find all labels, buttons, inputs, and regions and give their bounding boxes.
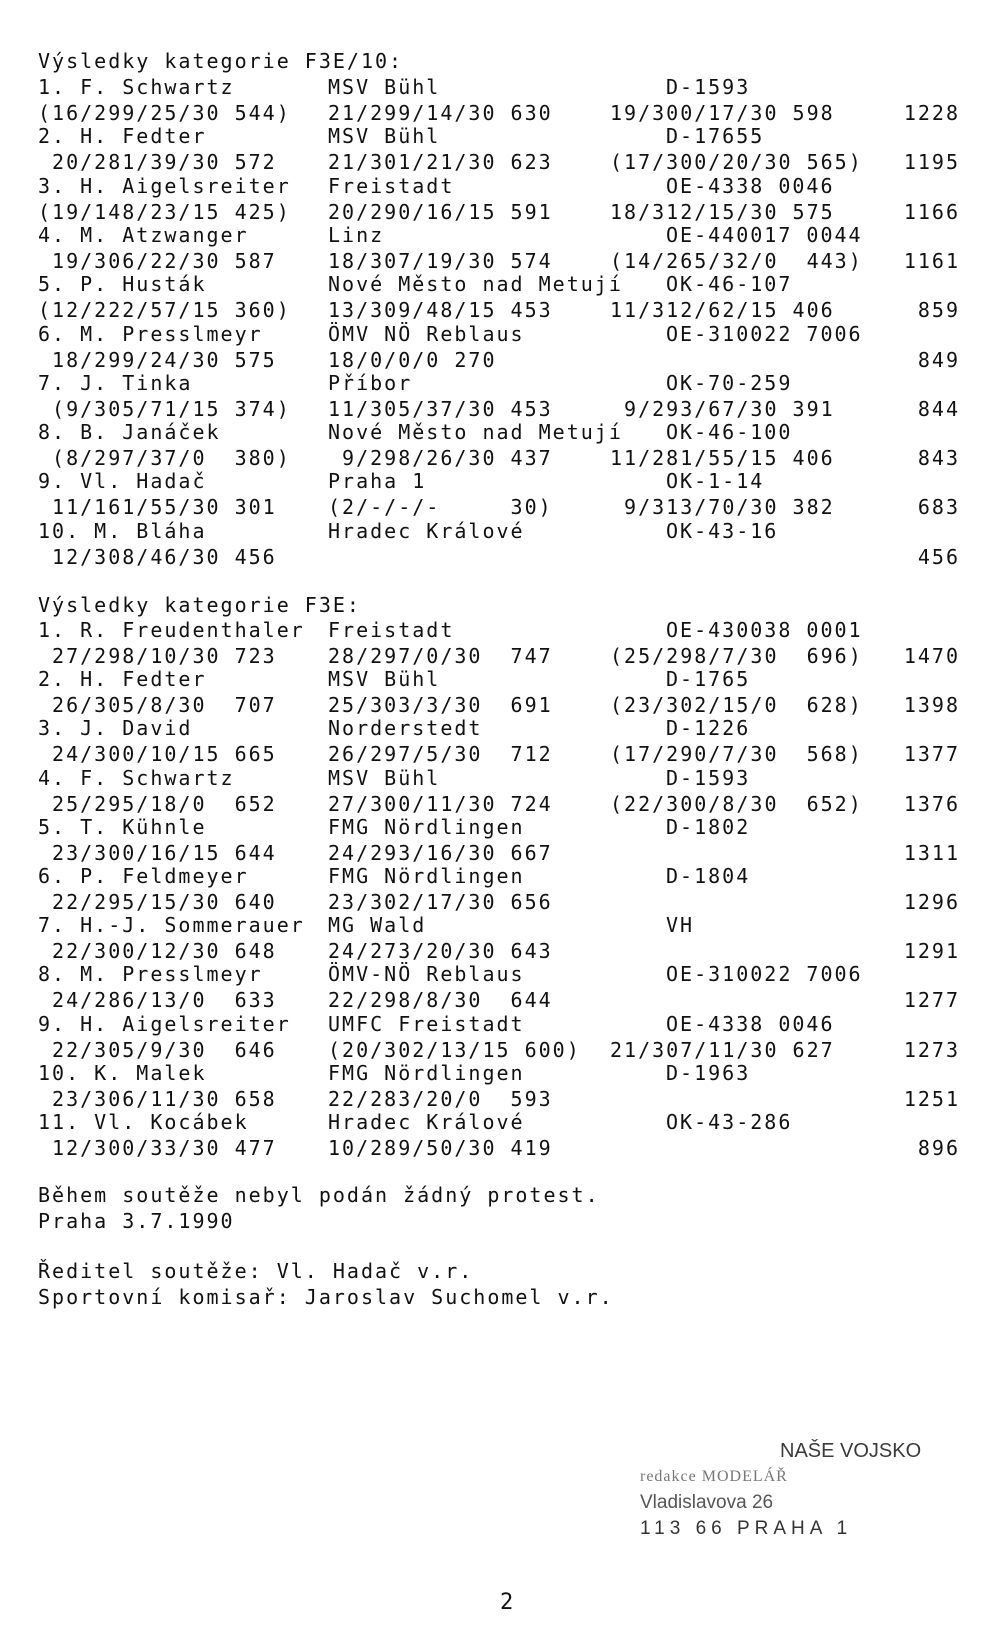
result-entry: [0, 1060, 1000, 1112]
flight-3-score: 21/307/11/30 627: [610, 1037, 835, 1062]
flight-3-score: 18/312/15/30 575: [610, 199, 835, 224]
result-entry: [0, 173, 1000, 225]
flight-1-score: 24/286/13/0 633: [38, 988, 277, 1013]
flight-3-score: (17/290/7/30 568): [610, 742, 863, 767]
competitor-name: 2. H. Fedter: [38, 667, 207, 692]
license-number: OK-1-14: [666, 469, 765, 494]
total-score: 1398: [903, 693, 960, 718]
competitor-name: 1. F. Schwartz: [38, 75, 235, 99]
flight-2-score: 26/297/5/30 712: [328, 742, 553, 767]
flight-3-score: 9/313/70/30 382: [610, 495, 835, 520]
flight-1-score: 12/300/33/30 477: [38, 1136, 277, 1160]
sport-commissioner: Sportovní komisař: Jaroslav Suchomel v.r.: [38, 1285, 614, 1309]
competitor-name: 11. Vl. Kocábek: [38, 1110, 249, 1134]
flight-1-score: 22/295/15/30 640: [38, 890, 277, 914]
competitor-name: 10. K. Malek: [38, 1060, 207, 1085]
competitor-name: 3. H. Aigelsreiter: [38, 173, 291, 198]
total-score: 1296: [903, 890, 960, 914]
flight-1-score: 18/299/24/30 575: [38, 347, 277, 372]
editorial-stamp: [640, 1440, 930, 1560]
flight-3-score: 9/293/67/30 391: [610, 396, 835, 421]
flight-2-score: 13/309/48/15 453: [328, 298, 553, 323]
competitor-name: 4. M. Atzwanger: [38, 222, 249, 247]
club-name: ÖMV NÖ Reblaus: [328, 321, 525, 346]
stamp-line-2: redakce MODELÁŘ: [640, 1468, 788, 1485]
result-entry: [0, 468, 1000, 520]
result-entry: [0, 715, 1000, 767]
result-entry: [0, 961, 1000, 1013]
total-score: 844: [917, 396, 960, 421]
license-number: D-1963: [666, 1060, 751, 1085]
club-name: MSV Bühl: [328, 667, 441, 692]
total-score: 843: [917, 446, 960, 471]
stamp-line-4: 113 66 PRAHA 1: [640, 1518, 853, 1539]
page-number: 2: [500, 1590, 514, 1615]
flight-1-score: 12/308/46/30 456: [38, 544, 277, 569]
flight-1-score: 19/306/22/30 587: [38, 248, 277, 273]
competitor-name: 4. F. Schwartz: [38, 765, 235, 790]
license-number: D-1804: [666, 864, 751, 888]
license-number: D-1593: [666, 765, 751, 790]
competitor-name: 1. R. Freudenthaler: [38, 618, 305, 642]
club-name: MSV Bühl: [328, 765, 441, 790]
flight-1-score: (16/299/25/30 544): [38, 101, 291, 125]
total-score: 1273: [903, 1037, 960, 1062]
competitor-name: 5. T. Kühnle: [38, 814, 207, 839]
club-name: Praha 1: [328, 469, 427, 494]
stamp-line-3: Vladislavova 26: [640, 1492, 774, 1513]
flight-3-score: 11/312/62/15 406: [610, 298, 835, 323]
flight-2-score: 23/302/17/30 656: [328, 890, 553, 914]
flight-2-score: 24/293/16/30 667: [328, 840, 553, 865]
license-number: OK-43-16: [666, 518, 779, 543]
club-name: Příbor: [328, 370, 413, 395]
total-score: 1311: [903, 840, 960, 865]
flight-2-score: (2/-/-/- 30): [328, 495, 553, 520]
flight-2-score: 21/301/21/30 623: [328, 150, 553, 175]
club-name: Freistadt: [328, 173, 455, 198]
result-entry: [0, 765, 1000, 817]
flight-1-score: 11/161/55/30 301: [38, 495, 277, 520]
flight-1-score: 22/300/12/30 648: [38, 939, 277, 964]
result-entry: [0, 271, 1000, 323]
flight-2-score: 28/297/0/30 747: [328, 644, 553, 668]
total-score: 683: [917, 495, 960, 520]
license-number: D-1765: [666, 667, 751, 692]
flight-2-score: 20/290/16/15 591: [328, 199, 553, 224]
flight-2-score: 22/283/20/0 593: [328, 1086, 553, 1111]
flight-1-score: (9/305/71/15 374): [38, 396, 291, 421]
club-name: FMG Nördlingen: [328, 864, 525, 888]
result-entry: [0, 518, 1000, 570]
total-score: 1277: [903, 988, 960, 1013]
flight-2-score: 27/300/11/30 724: [328, 791, 553, 816]
contest-director: Ředitel soutěže: Vl. Hadač v.r.: [38, 1259, 474, 1283]
total-score: 1166: [903, 199, 960, 224]
competitor-name: 3. J. David: [38, 716, 193, 741]
club-name: ÖMV-NÖ Reblaus: [328, 962, 525, 987]
total-score: 849: [917, 347, 960, 372]
total-score: 1195: [903, 150, 960, 175]
club-name: Freistadt: [328, 618, 455, 642]
license-number: OE-4338 0046: [666, 173, 835, 198]
result-entry: [0, 814, 1000, 866]
club-name: Nové Město nad Metují: [328, 272, 623, 297]
license-number: D-1593: [666, 75, 751, 99]
flight-2-score: 18/307/19/30 574: [328, 248, 553, 273]
flight-3-score: (22/300/8/30 652): [610, 791, 863, 816]
flight-1-score: (12/222/57/15 360): [38, 298, 291, 323]
flight-1-score: 23/306/11/30 658: [38, 1086, 277, 1111]
flight-2-score: (20/302/13/15 600): [328, 1037, 581, 1062]
flight-3-score: (17/300/20/30 565): [610, 150, 863, 175]
license-number: VH: [666, 913, 695, 938]
license-number: OE-440017 0044: [666, 222, 863, 247]
license-number: OK-70-259: [666, 370, 793, 395]
flight-1-score: 20/281/39/30 572: [38, 150, 277, 175]
license-number: OE-310022 7006: [666, 962, 863, 987]
club-name: MG Wald: [328, 913, 427, 938]
result-entry: [0, 419, 1000, 471]
result-entry: [0, 1011, 1000, 1063]
result-entry: [0, 912, 1000, 964]
competitor-name: 10. M. Bláha: [38, 518, 207, 543]
competitor-name: 7. H.-J. Sommerauer: [38, 913, 305, 938]
total-score: 1228: [903, 101, 960, 125]
license-number: OK-43-286: [666, 1110, 793, 1134]
total-score: 1377: [903, 742, 960, 767]
club-name: FMG Nördlingen: [328, 814, 525, 839]
club-name: Hradec Králové: [328, 1110, 525, 1134]
license-number: OE-4338 0046: [666, 1011, 835, 1036]
club-name: MSV Bühl: [328, 124, 441, 149]
club-name: Norderstedt: [328, 716, 483, 741]
flight-1-score: (19/148/23/15 425): [38, 199, 291, 224]
flight-3-score: 11/281/55/15 406: [610, 446, 835, 471]
competitor-name: 9. Vl. Hadač: [38, 469, 207, 494]
result-entry: [0, 1109, 1000, 1161]
flight-2-score: 22/298/8/30 644: [328, 988, 553, 1013]
flight-1-score: 26/305/8/30 707: [38, 693, 277, 718]
total-score: 1161: [903, 248, 960, 273]
license-number: OK-46-107: [666, 272, 793, 297]
flight-2-score: 21/299/14/30 630: [328, 101, 553, 125]
total-score: 1376: [903, 791, 960, 816]
flight-2-score: 9/298/26/30 437: [328, 446, 553, 471]
club-name: UMFC Freistadt: [328, 1011, 525, 1036]
club-name: FMG Nördlingen: [328, 1060, 525, 1085]
flight-1-score: 22/305/9/30 646: [38, 1037, 277, 1062]
flight-1-score: 23/300/16/15 644: [38, 840, 277, 865]
flight-3-score: (14/265/32/0 443): [610, 248, 863, 273]
result-entry: [0, 370, 1000, 422]
flight-2-score: 18/0/0/0 270: [328, 347, 497, 372]
club-name: Linz: [328, 222, 385, 247]
result-entry: [0, 321, 1000, 373]
stamp-line-1: NAŠE VOJSKO: [780, 1440, 922, 1462]
competitor-name: 7. J. Tinka: [38, 370, 193, 395]
competitor-name: 6. M. Presslmeyr: [38, 321, 263, 346]
flight-1-score: 27/298/10/30 723: [38, 644, 277, 668]
competitor-name: 8. B. Janáček: [38, 420, 221, 445]
flight-3-score: 19/300/17/30 598: [610, 101, 835, 125]
result-entry: [0, 74, 1000, 126]
total-score: 1251: [903, 1086, 960, 1111]
flight-2-score: 25/303/3/30 691: [328, 693, 553, 718]
license-number: D-17655: [666, 124, 765, 149]
total-score: 1470: [903, 644, 960, 668]
club-name: Hradec Králové: [328, 518, 525, 543]
result-entry: [0, 666, 1000, 718]
no-protest-note: Během soutěže nebyl podán žádný protest.: [38, 1183, 600, 1207]
total-score: 859: [917, 298, 960, 323]
total-score: 1291: [903, 939, 960, 964]
total-score: 456: [917, 544, 960, 569]
result-entry: [0, 617, 1000, 669]
club-name: MSV Bühl: [328, 75, 441, 99]
flight-3-score: (23/302/15/0 628): [610, 693, 863, 718]
flight-1-score: 24/300/10/15 665: [38, 742, 277, 767]
flight-3-score: (25/298/7/30 696): [610, 644, 863, 668]
club-name: Nové Město nad Metují: [328, 420, 623, 445]
license-number: D-1226: [666, 716, 751, 741]
competitor-name: 5. P. Husták: [38, 272, 207, 297]
competitor-name: 6. P. Feldmeyer: [38, 864, 249, 888]
license-number: OE-430038 0001: [666, 618, 863, 642]
place-date: Praha 3.7.1990: [38, 1209, 235, 1233]
flight-1-score: (8/297/37/0 380): [38, 446, 291, 471]
result-entry: [0, 123, 1000, 175]
license-number: OE-310022 7006: [666, 321, 863, 346]
competitor-name: 8. M. Presslmeyr: [38, 962, 263, 987]
result-entry: [0, 863, 1000, 915]
result-entry: [0, 222, 1000, 274]
flight-2-score: 11/305/37/30 453: [328, 396, 553, 421]
total-score: 896: [917, 1136, 960, 1160]
competitor-name: 2. H. Fedter: [38, 124, 207, 149]
flight-1-score: 25/295/18/0 652: [38, 791, 277, 816]
flight-2-score: 10/289/50/30 419: [328, 1136, 553, 1160]
competitor-name: 9. H. Aigelsreiter: [38, 1011, 291, 1036]
section-title-f3e10: Výsledky kategorie F3E/10:: [38, 49, 404, 73]
section-title-f3e: Výsledky kategorie F3E:: [38, 593, 361, 617]
license-number: OK-46-100: [666, 420, 793, 445]
flight-2-score: 24/273/20/30 643: [328, 939, 553, 964]
license-number: D-1802: [666, 814, 751, 839]
